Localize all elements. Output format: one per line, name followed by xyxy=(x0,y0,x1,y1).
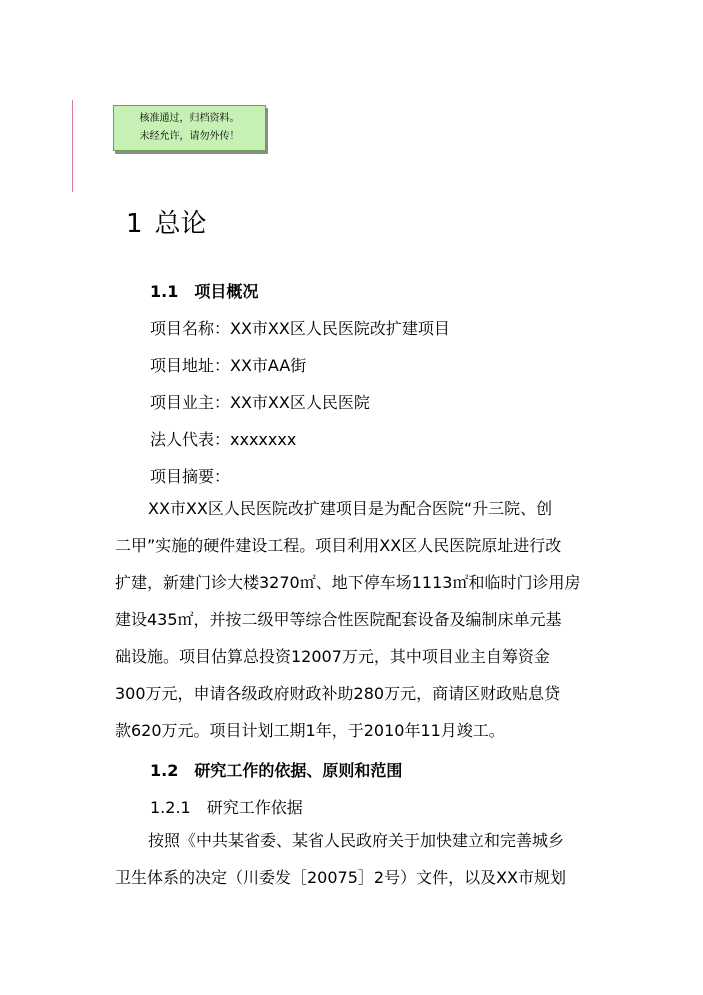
project-owner: 项目业主：XX市XX区人民医院 xyxy=(150,393,370,412)
summary-line: 础设施。项目估算总投资12007万元，其中项目业主自筹资金 xyxy=(115,647,550,666)
section-heading-1-2: 1.2 研究工作的依据、原则和范围 xyxy=(150,761,403,780)
stamp-line-1: 核准通过，归档资料。 xyxy=(139,113,240,124)
project-name: 项目名称：XX市XX区人民医院改扩建项目 xyxy=(150,319,450,338)
margin-line xyxy=(72,100,73,192)
basis-line: 卫生体系的决定（川委发［20075］2号）文件，以及XX市规划 xyxy=(115,868,567,887)
basis-paragraph xyxy=(115,822,635,896)
basis-line: 按照《中共某省委、某省人民政府关于加快建立和完善城乡 xyxy=(148,831,565,850)
chapter-title: 总论 xyxy=(154,209,207,239)
legal-representative: 法人代表：xxxxxxx xyxy=(150,430,297,449)
summary-label: 项目摘要： xyxy=(150,467,231,486)
project-address: 项目地址：XX市AA街 xyxy=(150,356,307,375)
summary-line: 扩建，新建门诊大楼3270㎡、地下停车场1113㎡和临时门诊用房 xyxy=(115,573,581,592)
stamp-line-2: 未经允许，请勿外传！ xyxy=(139,131,240,142)
summary-paragraph xyxy=(115,490,635,749)
summary-line: 300万元，申请各级政府财政补助280万元，商请区财政贴息贷 xyxy=(115,684,561,703)
summary-line: 建设435㎡，并按二级甲等综合性医院配套设备及编制床单元基 xyxy=(115,610,562,629)
summary-line: 二甲”实施的硬件建设工程。项目利用XX区人民医院原址进行改 xyxy=(115,536,562,555)
chapter-heading xyxy=(126,203,207,240)
section-heading-1-2-1: 1.2.1 研究工作依据 xyxy=(150,798,303,817)
section-heading-1-1: 1.1 项目概况 xyxy=(150,282,259,301)
summary-line: XX市XX区人民医院改扩建项目是为配合医院“升三院、创 xyxy=(148,499,553,518)
summary-line: 款620万元。项目计划工期1年，于2010年11月竣工。 xyxy=(115,721,505,740)
chapter-number: 1 xyxy=(126,209,143,239)
approval-stamp xyxy=(113,105,266,151)
